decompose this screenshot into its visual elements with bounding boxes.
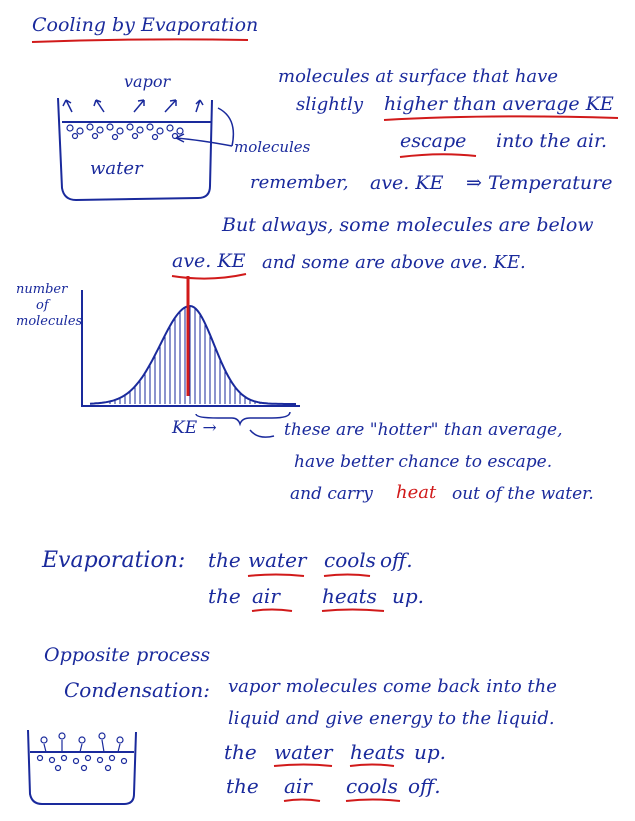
underline-escape [400,154,476,157]
underline-water-1 [248,575,304,577]
cond-l3b: water [274,740,333,764]
graph-ylabel-3: molecules [16,314,83,329]
graph-note-2: have better chance to escape. [294,452,553,472]
vapor-arrows [63,100,203,112]
underline-water-2 [274,765,332,767]
condensation-label: Condensation: [64,678,211,702]
cond-l4a: the [226,774,259,798]
note-line-4a: remember, [250,172,349,193]
graph-ylabel-1: number [16,282,68,297]
cond-l2: liquid and give energy to the liquid. [228,708,555,729]
distribution-hatch [110,306,280,404]
page-title: Cooling by Evaporation [32,14,259,36]
note-line-3a: escape [400,130,467,152]
underline-heat [396,504,444,505]
evap-l2a: the [208,584,241,608]
evaporation-label: Evaporation: [42,548,186,573]
graph-note-1: these are "hotter" than average, [284,420,563,440]
bracket-tail [250,430,274,437]
evaporation-beaker [58,98,212,200]
underline-cools-1 [324,575,370,577]
cond-l4d: off. [408,774,441,798]
opposite-heading: Opposite process [44,644,211,666]
title-underline [32,39,248,42]
distribution-graph [82,290,300,406]
note-line-2b: higher than average KE [384,93,614,115]
note-line-1: molecules at surface that have [278,66,558,87]
graph-ylabel-2: of [36,298,49,313]
evap-l2d: up. [392,584,425,608]
water-label: water [90,158,143,179]
surface-molecules [67,124,183,140]
evap-l2c: heats [322,584,377,608]
evap-l1c: cools [324,548,376,572]
underline-ave-ke [172,274,246,279]
cond-l4b: air [284,774,312,798]
graph-xlabel: KE → [172,418,217,438]
cond-l1: vapor molecules come back into the [228,676,557,697]
graph-note-3a: and carry [290,484,373,504]
underline-air-2 [284,800,320,802]
note-line-4b: ave. KE [370,172,444,194]
cond-l3a: the [224,740,257,764]
graph-note-3b: heat [396,482,437,503]
note-line-6a: ave. KE [172,250,246,272]
graph-note-3c: out of the water. [452,484,594,504]
underline-higher-ke [384,116,618,120]
evap-l1a: the [208,548,241,572]
underline-heats-2 [350,765,394,767]
distribution-curve [90,306,296,404]
note-line-2a: slightly [296,94,364,115]
evap-l2b: air [252,584,280,608]
evap-l1b: water [248,548,307,572]
note-line-5: But always, some molecules are below [222,214,594,236]
molecules-pointer [176,134,232,146]
cond-l4c: cools [346,774,398,798]
cond-l3d: up. [414,740,447,764]
vapor-label: vapor [124,72,171,91]
cond-l3c: heats [350,740,405,764]
underline-cools-2 [346,800,400,802]
evap-l1d: off. [380,548,413,572]
underline-heats-1 [322,610,384,612]
note-line-4c: ⇒ Temperature [466,172,613,194]
note-line-6b: and some are above ave. KE. [262,252,526,273]
underline-air-1 [252,610,292,612]
molecules-label: molecules [234,138,311,156]
note-line-3b: into the air. [496,130,608,152]
